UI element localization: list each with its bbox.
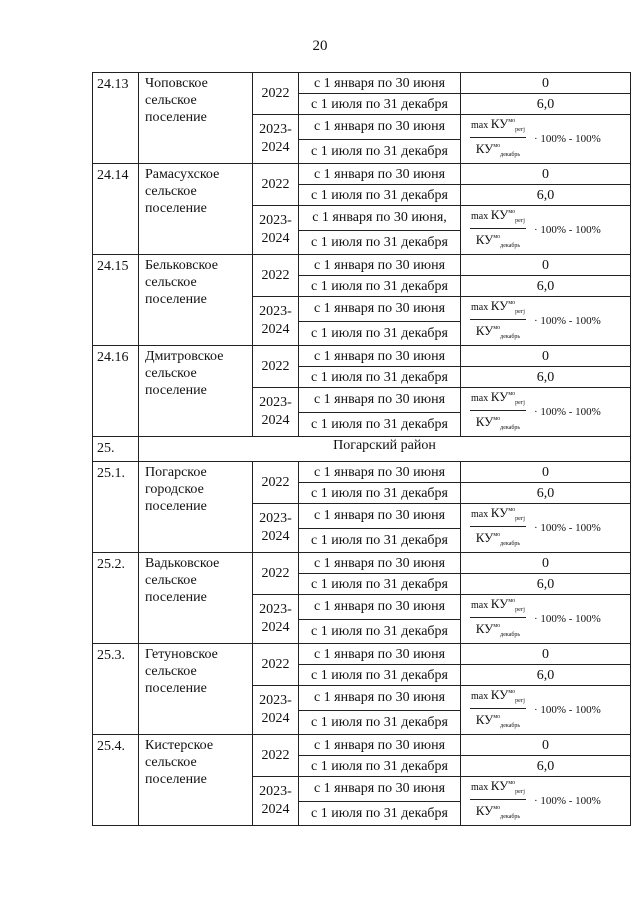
formula-cell bbox=[461, 206, 631, 255]
period-cell: с 1 июля по 31 декабря bbox=[299, 483, 461, 504]
year-cell: 2022 bbox=[253, 73, 299, 115]
value-cell: 6,0 bbox=[461, 483, 631, 504]
year-cell: 2022 bbox=[253, 735, 299, 777]
formula-tail: · 100% - 100% bbox=[533, 612, 601, 625]
settlement-name: Вадьковское сельское поселение bbox=[139, 553, 253, 644]
formula-tail: · 100% - 100% bbox=[533, 794, 601, 807]
period-cell: с 1 января по 30 июня, bbox=[299, 206, 461, 231]
row-number: 24.15 bbox=[93, 255, 139, 346]
settlement-name: Дмитровское сельское поселение bbox=[139, 346, 253, 437]
value-cell: 6,0 bbox=[461, 94, 631, 115]
table-row bbox=[93, 644, 631, 665]
year-cell: 2023- 2024 bbox=[253, 686, 299, 735]
value-cell: 0 bbox=[461, 255, 631, 276]
table-row bbox=[93, 735, 631, 756]
row-number: 24.16 bbox=[93, 346, 139, 437]
formula-tail: · 100% - 100% bbox=[533, 314, 601, 327]
row-number: 25.3. bbox=[93, 644, 139, 735]
year-cell: 2023- 2024 bbox=[253, 297, 299, 346]
table-row bbox=[93, 73, 631, 94]
period-cell: с 1 июля по 31 декабря bbox=[299, 710, 461, 735]
year-cell: 2023- 2024 bbox=[253, 777, 299, 826]
formula-tail: · 100% - 100% bbox=[533, 223, 601, 236]
period-cell: с 1 января по 30 июня bbox=[299, 346, 461, 367]
formula-tail: · 100% - 100% bbox=[533, 405, 601, 418]
period-cell: с 1 января по 30 июня bbox=[299, 115, 461, 140]
period-cell: с 1 июля по 31 декабря bbox=[299, 94, 461, 115]
period-cell: с 1 июля по 31 декабря bbox=[299, 230, 461, 255]
period-cell: с 1 июля по 31 декабря bbox=[299, 528, 461, 553]
formula-fraction: $\frac{\max КУ^{мо}_{регj}}{КУ^{мо}_{декабрь}}$ bbox=[471, 505, 525, 547]
table-row bbox=[93, 346, 631, 367]
period-cell: с 1 января по 30 июня bbox=[299, 73, 461, 94]
period-cell: с 1 июля по 31 декабря bbox=[299, 185, 461, 206]
period-cell: с 1 января по 30 июня bbox=[299, 777, 461, 802]
row-number: 25.2. bbox=[93, 553, 139, 644]
formula-cell bbox=[461, 595, 631, 644]
period-cell: с 1 января по 30 июня bbox=[299, 388, 461, 413]
year-cell: 2023- 2024 bbox=[253, 504, 299, 553]
formula-fraction: $\frac{\max КУ^{мо}_{регj}}{КУ^{мо}_{декабрь}}$ bbox=[471, 778, 525, 820]
period-cell: с 1 января по 30 июня bbox=[299, 255, 461, 276]
formula-cell bbox=[461, 297, 631, 346]
settlement-name: Чоповское сельское поселение bbox=[139, 73, 253, 164]
district-name: Погарский район bbox=[139, 437, 631, 462]
formula-fraction: $\frac{\max КУ^{мо}_{регj}}{КУ^{мо}_{декабрь}}$ bbox=[471, 207, 525, 249]
value-cell: 6,0 bbox=[461, 367, 631, 388]
period-cell: с 1 июля по 31 декабря bbox=[299, 665, 461, 686]
period-cell: с 1 июля по 31 декабря bbox=[299, 801, 461, 826]
period-cell: с 1 января по 30 июня bbox=[299, 735, 461, 756]
district-number: 25. bbox=[93, 437, 139, 462]
value-cell: 0 bbox=[461, 644, 631, 665]
period-cell: с 1 июля по 31 декабря bbox=[299, 619, 461, 644]
period-cell: с 1 июля по 31 декабря bbox=[299, 321, 461, 346]
year-cell: 2022 bbox=[253, 644, 299, 686]
value-cell: 6,0 bbox=[461, 756, 631, 777]
period-cell: с 1 июля по 31 декабря bbox=[299, 367, 461, 388]
year-cell: 2022 bbox=[253, 164, 299, 206]
value-cell: 6,0 bbox=[461, 276, 631, 297]
period-cell: с 1 июля по 31 декабря bbox=[299, 574, 461, 595]
settlement-name: Погарское городское поселение bbox=[139, 462, 253, 553]
row-number: 24.13 bbox=[93, 73, 139, 164]
formula-tail: · 100% - 100% bbox=[533, 703, 601, 716]
year-cell: 2022 bbox=[253, 462, 299, 504]
year-cell: 2022 bbox=[253, 346, 299, 388]
formula-cell bbox=[461, 686, 631, 735]
period-cell: с 1 июля по 31 декабря bbox=[299, 139, 461, 164]
period-cell: с 1 января по 30 июня bbox=[299, 462, 461, 483]
page-number: 20 bbox=[312, 38, 328, 54]
value-cell: 0 bbox=[461, 73, 631, 94]
formula-fraction: $\frac{\max КУ^{мо}_{регj}}{КУ^{мо}_{декабрь}}$ bbox=[471, 116, 525, 158]
formula-tail: · 100% - 100% bbox=[533, 132, 601, 145]
table-row bbox=[93, 553, 631, 574]
district-row bbox=[93, 437, 631, 462]
period-cell: с 1 января по 30 июня bbox=[299, 164, 461, 185]
formula-fraction: $\frac{\max КУ^{мо}_{регj}}{КУ^{мо}_{декабрь}}$ bbox=[471, 389, 525, 431]
settlement-name: Гетуновское сельское поселение bbox=[139, 644, 253, 735]
value-cell: 6,0 bbox=[461, 665, 631, 686]
formula-fraction: $\frac{\max КУ^{мо}_{регj}}{КУ^{мо}_{декабрь}}$ bbox=[471, 298, 525, 340]
value-cell: 0 bbox=[461, 735, 631, 756]
table-row bbox=[93, 462, 631, 483]
period-cell: с 1 января по 30 июня bbox=[299, 297, 461, 322]
formula-cell bbox=[461, 388, 631, 437]
formula-tail: · 100% - 100% bbox=[533, 521, 601, 534]
formula-cell bbox=[461, 115, 631, 164]
settlement-name: Кистерское сельское поселение bbox=[139, 735, 253, 826]
value-cell: 6,0 bbox=[461, 574, 631, 595]
year-cell: 2023- 2024 bbox=[253, 115, 299, 164]
year-cell: 2023- 2024 bbox=[253, 595, 299, 644]
value-cell: 0 bbox=[461, 462, 631, 483]
period-cell: с 1 января по 30 июня bbox=[299, 686, 461, 711]
period-cell: с 1 января по 30 июня bbox=[299, 595, 461, 620]
formula-cell bbox=[461, 504, 631, 553]
value-cell: 0 bbox=[461, 553, 631, 574]
value-cell: 0 bbox=[461, 346, 631, 367]
value-cell: 6,0 bbox=[461, 185, 631, 206]
formula-cell bbox=[461, 777, 631, 826]
settlement-name: Рамасухское сельское поселение bbox=[139, 164, 253, 255]
year-cell: 2022 bbox=[253, 255, 299, 297]
period-cell: с 1 января по 30 июня bbox=[299, 553, 461, 574]
period-cell: с 1 июля по 31 декабря bbox=[299, 276, 461, 297]
settlement-name: Бельковское сельское поселение bbox=[139, 255, 253, 346]
tariff-table bbox=[92, 72, 631, 826]
year-cell: 2022 bbox=[253, 553, 299, 595]
period-cell: с 1 января по 30 июня bbox=[299, 644, 461, 665]
period-cell: с 1 января по 30 июня bbox=[299, 504, 461, 529]
formula-fraction: $\frac{\max КУ^{мо}_{регj}}{КУ^{мо}_{декабрь}}$ bbox=[471, 596, 525, 638]
period-cell: с 1 июля по 31 декабря bbox=[299, 756, 461, 777]
period-cell: с 1 июля по 31 декабря bbox=[299, 412, 461, 437]
table-row bbox=[93, 255, 631, 276]
row-number: 25.1. bbox=[93, 462, 139, 553]
row-number: 24.14 bbox=[93, 164, 139, 255]
table-row bbox=[93, 164, 631, 185]
year-cell: 2023- 2024 bbox=[253, 206, 299, 255]
year-cell: 2023- 2024 bbox=[253, 388, 299, 437]
value-cell: 0 bbox=[461, 164, 631, 185]
formula-fraction: $\frac{\max КУ^{мо}_{регj}}{КУ^{мо}_{декабрь}}$ bbox=[471, 687, 525, 729]
row-number: 25.4. bbox=[93, 735, 139, 826]
